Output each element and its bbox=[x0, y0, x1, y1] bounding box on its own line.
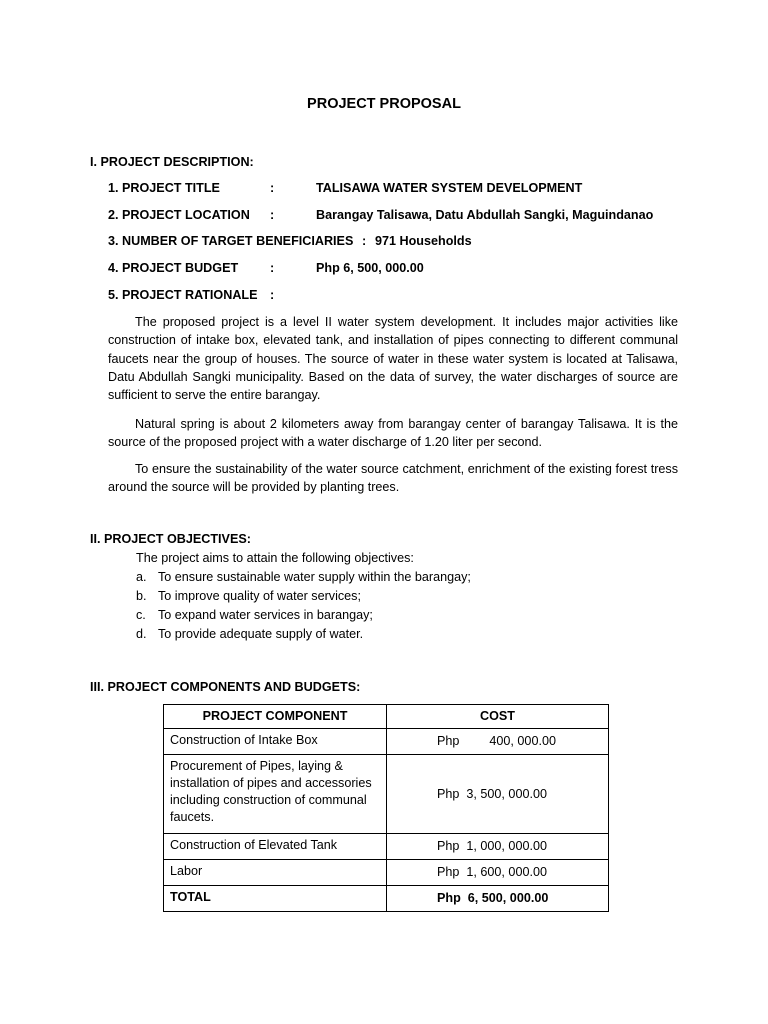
row-cost bbox=[387, 860, 609, 886]
total-amount: 6, 500, 000.00 bbox=[467, 891, 549, 905]
item-3-sep: : bbox=[362, 234, 367, 248]
row-component: Construction of Elevated Tank bbox=[164, 834, 387, 860]
section-1-heading: I. PROJECT DESCRIPTION: bbox=[90, 155, 254, 169]
item-5-sep: : bbox=[270, 288, 275, 302]
header-cost: COST bbox=[387, 705, 609, 729]
rationale-paragraph-3: To ensure the sustainability of the water source catchment, enrichment of the existing forest tress around the source will be provided by planting trees. bbox=[108, 462, 678, 495]
item-1-sep: : bbox=[270, 181, 275, 195]
row-cost bbox=[387, 834, 609, 860]
total-currency: Php bbox=[437, 891, 461, 905]
header-component: PROJECT COMPONENT bbox=[164, 705, 387, 729]
item-4-sep: : bbox=[270, 261, 275, 275]
table-row bbox=[164, 860, 609, 886]
total-cost bbox=[387, 886, 609, 912]
item-2-sep: : bbox=[270, 208, 275, 222]
cost-amount: 1, 600, 000.00 bbox=[466, 865, 547, 879]
objective-letter-d: d. bbox=[136, 627, 147, 641]
cost-amount: 400, 000.00 bbox=[489, 734, 556, 748]
section-3-heading: III. PROJECT COMPONENTS AND BUDGETS: bbox=[90, 680, 361, 694]
row-component: Labor bbox=[164, 860, 387, 886]
objectives-intro: The project aims to attain the following objectives: bbox=[136, 551, 414, 565]
item-2-label: 2. PROJECT LOCATION bbox=[108, 208, 250, 222]
cost-currency: Php bbox=[437, 734, 460, 748]
table-row bbox=[164, 729, 609, 755]
item-4-value: Php 6, 500, 000.00 bbox=[316, 261, 424, 275]
cost-amount: 1, 000, 000.00 bbox=[466, 839, 547, 853]
item-4-label: 4. PROJECT BUDGET bbox=[108, 261, 239, 275]
objective-letter-b: b. bbox=[136, 589, 147, 603]
total-label: TOTAL bbox=[164, 886, 387, 912]
objective-c: To expand water services in barangay; bbox=[158, 608, 373, 622]
objective-letter-c: c. bbox=[136, 608, 146, 622]
objective-letter-a: a. bbox=[136, 570, 147, 584]
row-cost bbox=[387, 729, 609, 755]
table-row bbox=[164, 834, 609, 860]
item-2-value: Barangay Talisawa, Datu Abdullah Sangki, Maguindanao bbox=[316, 208, 654, 222]
cost-currency: Php bbox=[437, 839, 460, 853]
row-cost bbox=[387, 755, 609, 834]
table-header-row bbox=[164, 705, 609, 729]
rationale-paragraph-1: The proposed project is a level II water system development. It includes major activities like construction of intake box, elevated tank, and installation of pipes connecting to different communal faucets near the group of houses. The source of water in these water system is located at Talisawa, Datu Abdullah Sangki municipality. Based on the data of survey, the water discharges of source are sufficient to serve the entire barangay. bbox=[108, 315, 678, 403]
item-3-label: 3. NUMBER OF TARGET BENEFICIARIES bbox=[108, 234, 354, 248]
budget-table bbox=[163, 704, 609, 912]
table-total-row bbox=[164, 886, 609, 912]
table-row bbox=[164, 755, 609, 834]
objective-a: To ensure sustainable water supply within the barangay; bbox=[158, 570, 471, 584]
item-1-value: TALISAWA WATER SYSTEM DEVELOPMENT bbox=[316, 181, 583, 195]
cost-amount: 3, 500, 000.00 bbox=[466, 786, 547, 801]
section-2-heading: II. PROJECT OBJECTIVES: bbox=[90, 532, 251, 546]
objective-b: To improve quality of water services; bbox=[158, 589, 361, 603]
objective-d: To provide adequate supply of water. bbox=[158, 627, 364, 641]
page-title: PROJECT PROPOSAL bbox=[307, 96, 461, 112]
row-component: Procurement of Pipes, laying & installation of pipes and accessories including construction of communal faucets. bbox=[164, 755, 387, 834]
rationale-paragraph-2: Natural spring is about 2 kilometers away from barangay center of barangay Talisawa. It is the source of the proposed project with a water discharge of 1.20 liter per second. bbox=[108, 417, 678, 450]
row-component: Construction of Intake Box bbox=[164, 729, 387, 755]
cost-currency: Php bbox=[437, 865, 460, 879]
item-5-label: 5. PROJECT RATIONALE bbox=[108, 288, 258, 302]
cost-currency: Php bbox=[437, 786, 460, 801]
item-3-value: 971 Households bbox=[375, 234, 472, 248]
item-1-label: 1. PROJECT TITLE bbox=[108, 181, 220, 195]
